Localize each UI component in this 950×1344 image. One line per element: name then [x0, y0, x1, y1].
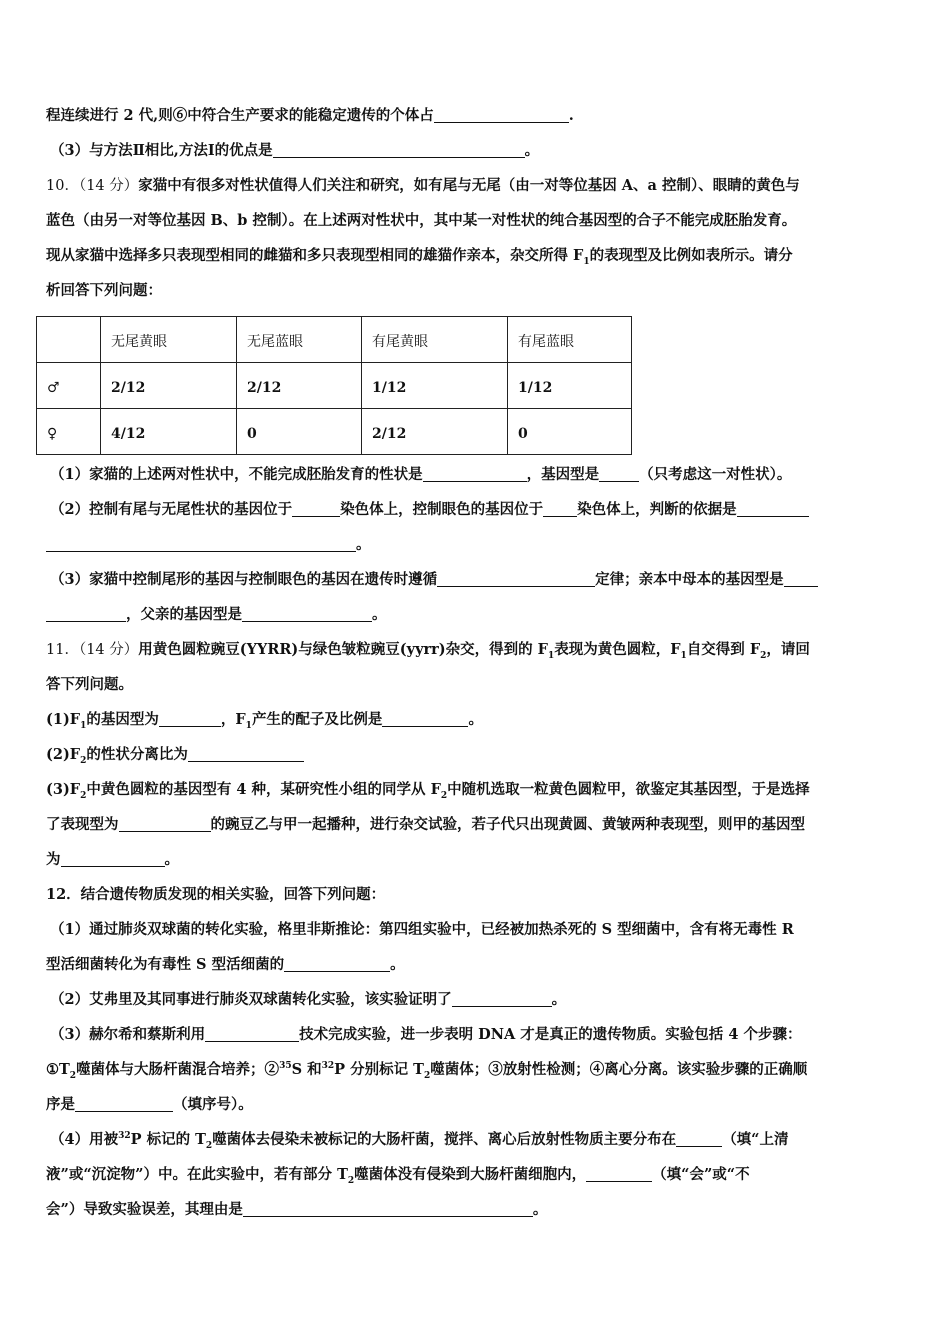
table-cell: 2/12	[362, 409, 508, 455]
q11-part-3-end: 为 。	[46, 842, 908, 877]
question-number: 11．（14 分）	[46, 642, 139, 658]
table-cell: 1/12	[362, 363, 508, 409]
answer-blank[interactable]	[243, 1198, 533, 1217]
table-cell: 0	[508, 409, 632, 455]
q12-part-3-order: 序是 （填序号）。	[46, 1087, 908, 1122]
table-header-cell: 无尾黄眼	[101, 317, 237, 363]
q10-part-2-cont: 。	[46, 527, 908, 562]
male-symbol: ♂	[37, 363, 101, 409]
answer-blank[interactable]	[423, 463, 527, 482]
table-cell: 0	[237, 409, 362, 455]
answer-blank[interactable]	[434, 104, 569, 123]
table-header-cell	[37, 317, 101, 363]
table-cell: 2/12	[101, 363, 237, 409]
q10-stem-line-1: 10．（14 分）家猫中有很多对性状值得人们关注和研究，如有尾与无尾（由一对等位基因 A、a 控制）、眼睛的黄色与	[46, 177, 800, 194]
q12-part-3-steps: $①T_2$噬菌体与大肠杆菌混合培养；②$^{35}$S 和$^{32}$P 分别标记 $T_2$噬菌体；③放射性检测；④离心分离。该实验步骤的正确顺	[46, 1061, 808, 1081]
answer-blank[interactable]	[784, 568, 818, 587]
q11-part-2: $(2)F_2$的性状分离比为	[46, 737, 908, 772]
female-symbol: ♀	[37, 409, 101, 455]
table-row-female	[37, 409, 632, 455]
table-header-cell: 有尾蓝眼	[508, 317, 632, 363]
q12-stem: 12．结合遗传物质发现的相关实验，回答下列问题：	[46, 886, 386, 903]
answer-blank[interactable]	[543, 498, 577, 517]
q12-part-1-cont: 型活细菌转化为有毒性 S 型活细菌的 。	[46, 947, 908, 982]
answer-blank[interactable]	[159, 708, 221, 727]
q9-line-2: （3）与方法Ⅱ相比,方法Ⅰ的优点是 。	[46, 133, 908, 168]
table-cell: 2/12	[237, 363, 362, 409]
answer-blank[interactable]	[292, 498, 340, 517]
q10-part-1: （1）家猫的上述两对性状中，不能完成胚胎发育的性状是 ，基因型是 （只考虑这一对性状）。	[46, 457, 908, 492]
q12-part-4-cont: 液”或“沉淀物”）中。在此实验中，若有部分 $T_2$噬菌体没有侵染到大肠杆菌细胞内， （填“会”或“不	[46, 1157, 908, 1192]
table-row-male	[37, 363, 632, 409]
answer-blank[interactable]	[242, 603, 372, 622]
phenotype-table	[36, 316, 632, 455]
q10-stem-line-3: 现从家猫中选择多只表现型相同的雌猫和多只表现型相同的雄猫作亲本，杂交所得 $F_1$的表现型及比例如表所示。请分	[46, 247, 793, 267]
answer-blank[interactable]	[61, 848, 165, 867]
q10-stem-line-4: 析回答下列问题：	[46, 282, 162, 299]
q12-part-4-end: 会”）导致实验误差，其理由是 。	[46, 1192, 908, 1227]
q11-stem-line-2: 答下列问题。	[46, 676, 133, 693]
q11-stem-line-1: 11．（14 分）用黄色圆粒豌豆(YYRR)与绿色皱粒豌豆(yyrr)杂交，得到的 $F_1$表现为黄色圆粒，$F_1$自交得到 $F_2$，请回	[46, 641, 810, 661]
answer-blank[interactable]	[46, 603, 126, 622]
table-cell: 1/12	[508, 363, 632, 409]
q9-line-1: 程连续进行 2 代,则⑥中符合生产要求的能稳定遗传的个体占 .	[46, 98, 908, 133]
answer-blank[interactable]	[599, 463, 639, 482]
q12-part-1: （1）通过肺炎双球菌的转化实验，格里非斯推论：第四组实验中，已经被加热杀死的 S 型细菌中，含有将无毒性 R	[50, 921, 794, 938]
answer-blank[interactable]	[737, 498, 809, 517]
answer-blank[interactable]	[188, 743, 304, 762]
answer-blank[interactable]	[437, 568, 595, 587]
answer-blank[interactable]	[273, 139, 525, 158]
q11-part-1: $(1)F_1$的基因型为 ，$F_1$产生的配子及比例是 。	[46, 702, 908, 737]
q10-stem-line-2: 蓝色（由另一对等位基因 B、b 控制）。在上述两对性状中，其中某一对性状的纯合基因型的合子不能完成胚胎发育。	[46, 212, 797, 229]
answer-blank[interactable]	[205, 1023, 299, 1042]
q10-part-3: （3）家猫中控制尾形的基因与控制眼色的基因在遗传时遵循 定律；亲本中母本的基因型是	[46, 562, 908, 597]
q10-part-2: （2）控制有尾与无尾性状的基因位于 染色体上，控制眼色的基因位于 染色体上，判断的依据是	[46, 492, 908, 527]
document-page	[46, 98, 908, 1227]
answer-blank[interactable]	[452, 988, 552, 1007]
table-header-row	[37, 317, 632, 363]
q10-part-3-cont: ，父亲的基因型是 。	[46, 597, 908, 632]
table-cell: 4/12	[101, 409, 237, 455]
table-header-cell: 有尾黄眼	[362, 317, 508, 363]
q12-part-3: （3）赫尔希和蔡斯利用 技术完成实验，进一步表明 DNA 才是真正的遗传物质。实验包括 4 个步骤：	[46, 1017, 908, 1052]
answer-blank[interactable]	[119, 813, 211, 832]
q12-part-2: （2）艾弗里及其同事进行肺炎双球菌转化实验，该实验证明了 。	[46, 982, 908, 1017]
q11-part-3-cont: 了表现型为 的豌豆乙与甲一起播种，进行杂交试验，若子代只出现黄圆、黄皱两种表现型，则甲的基因型	[46, 807, 908, 842]
answer-blank[interactable]	[676, 1128, 722, 1147]
answer-blank[interactable]	[586, 1163, 652, 1182]
question-number: 10．（14 分）	[46, 178, 139, 194]
answer-blank[interactable]	[75, 1093, 173, 1112]
answer-blank[interactable]	[382, 708, 468, 727]
answer-blank[interactable]	[284, 953, 390, 972]
q11-part-3: $(3)F_2$中黄色圆粒的基因型有 4 种，某研究性小组的同学从 $F_2$中随机选取一粒黄色圆粒甲，欲鉴定其基因型，于是选择	[46, 781, 810, 801]
q12-part-4: （4）用被$^{32}$P 标记的 $T_2$噬菌体去侵染未被标记的大肠杆菌，搅拌、离心后放射性物质主要分布在 （填“上清	[46, 1122, 908, 1157]
answer-blank[interactable]	[46, 533, 356, 552]
table-header-cell: 无尾蓝眼	[237, 317, 362, 363]
